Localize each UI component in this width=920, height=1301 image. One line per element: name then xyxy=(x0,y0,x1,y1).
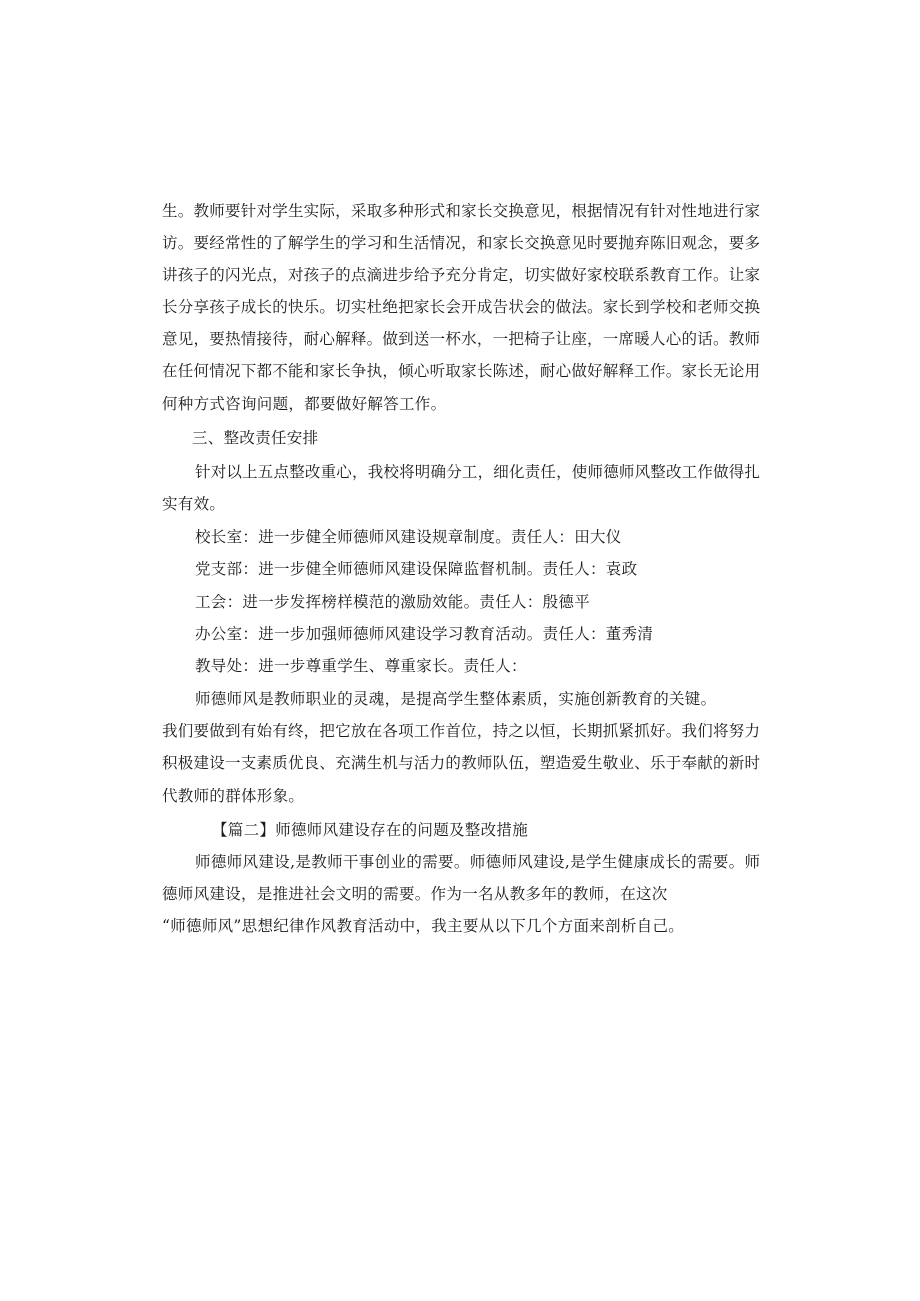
assignment-item: 办公室：进一步加强师德师风建设学习教育活动。责任人：董秀清 xyxy=(195,625,654,643)
paragraph-line: 德师风建设，是推进社会文明的需要。作为一名从教多年的教师，在这次 xyxy=(162,885,668,903)
paragraph-line: 我们要做到有始有终，把它放在各项工作首位，持之以恒，长期抓紧抓好。我们将努力 xyxy=(162,722,760,740)
section-title: 【篇二】师德师风建设存在的问题及整改措施 xyxy=(212,821,529,839)
section-heading: 三、整改责任安排 xyxy=(192,429,319,447)
paragraph-line: 实有效。 xyxy=(162,495,226,513)
paragraph-line: 积极建设一支素质优良、充满生机与活力的教师队伍，塑造爱生敬业、乐于奉献的新时 xyxy=(162,754,760,772)
paragraph-line: 讲孩子的闪光点，对孩子的点滴进步给予充分肯定，切实做好家校联系教育工作。让家 xyxy=(162,266,760,284)
assignment-item: 校长室：进一步健全师德师风建设规章制度。责任人：田大仪 xyxy=(195,528,622,546)
paragraph-line: 针对以上五点整改重心，我校将明确分工，细化责任，使师德师风整改工作做得扎 xyxy=(195,463,760,481)
paragraph-line: 意见，要热情接待，耐心解释。做到送一杯水，一把椅子让座，一席暖人心的话。教师 xyxy=(162,330,760,348)
assignment-item: 工会：进一步发挥榜样模范的激励效能。责任人：殷德平 xyxy=(195,593,591,611)
paragraph-line: 长分享孩子成长的快乐。切实杜绝把家长会开成告状会的做法。家长到学校和老师交换 xyxy=(162,298,760,316)
paragraph-line: 生。教师要针对学生实际，采取多种形式和家长交换意见，根据情况有针对性地进行家 xyxy=(162,202,760,220)
assignment-item: 教导处：进一步尊重学生、尊重家长。责任人： xyxy=(195,657,527,675)
paragraph-line: 代教师的群体形象。 xyxy=(162,787,305,805)
paragraph-line: 在任何情况下都不能和家长争执，倾心听取家长陈述，耐心做好解释工作。家长无论用 xyxy=(162,362,760,380)
paragraph-line: 何种方式咨询问题，都要做好解答工作。 xyxy=(162,395,447,413)
paragraph-line: 师德师风是教师职业的灵魂，是提高学生整体素质，实施创新教育的关键。 xyxy=(195,690,717,708)
paragraph-line: 访。要经常性的了解学生的学习和生活情况，和家长交换意见时要抛弃陈旧观念，要多 xyxy=(162,234,760,252)
paragraph-line: “师德师风”思想纪律作风教育活动中，我主要从以下几个方面来剖析自己。 xyxy=(162,917,685,935)
paragraph-line: 师德师风建设,是教师干事创业的需要。师德师风建设,是学生健康成长的需要。师 xyxy=(195,853,760,871)
assignment-item: 党支部：进一步健全师德师风建设保障监督机制。责任人：袁政 xyxy=(195,560,638,578)
